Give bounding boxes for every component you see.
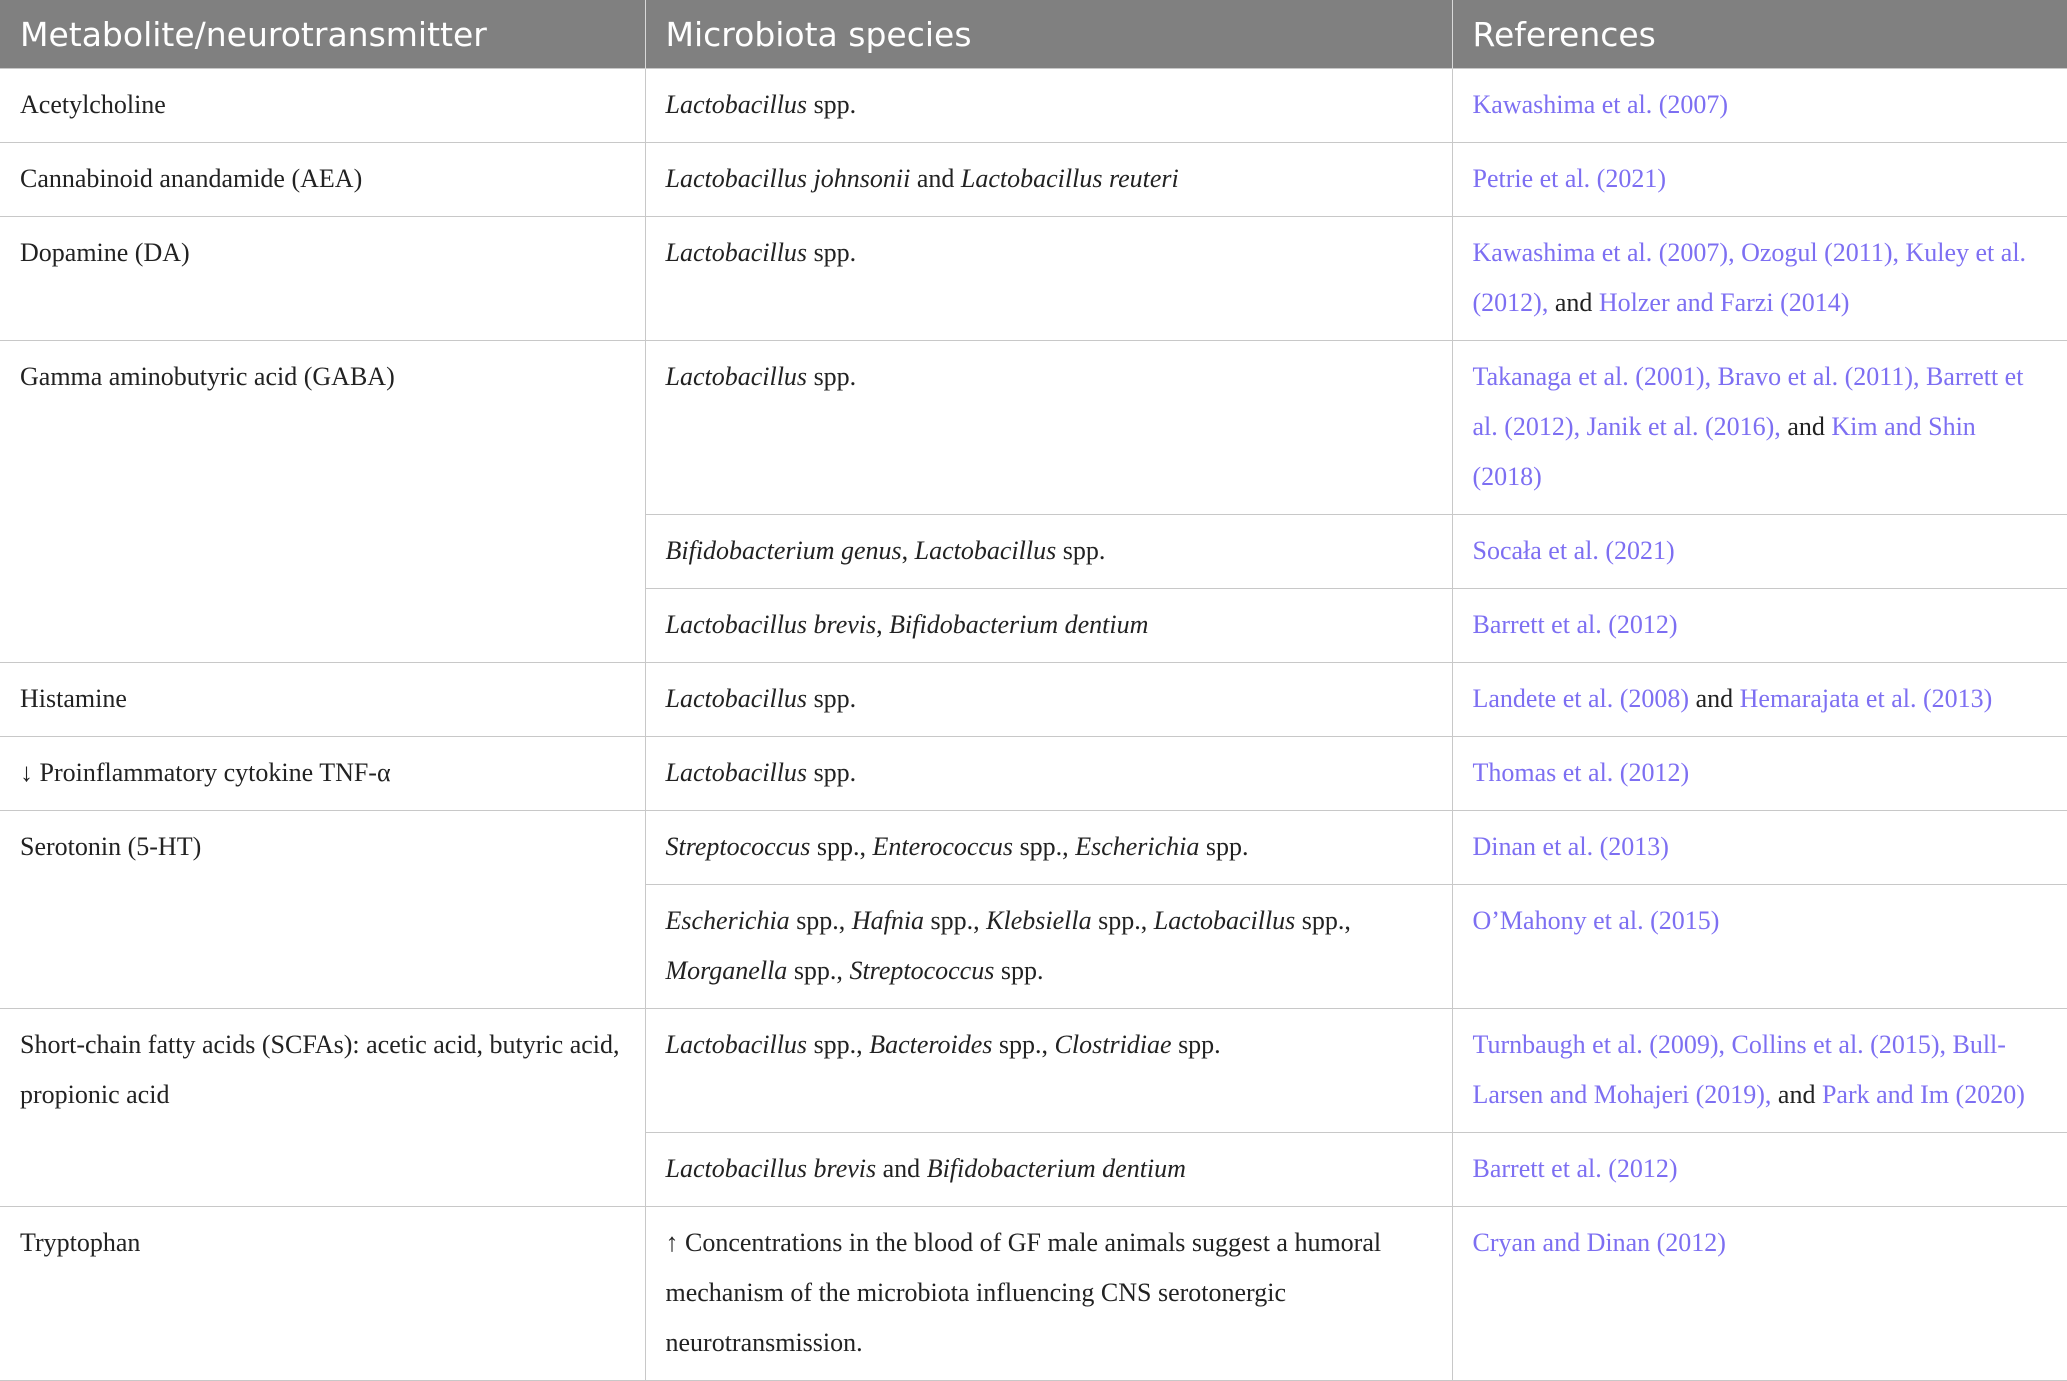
references-cell — [1452, 1133, 2067, 1207]
species-name: Lactobacillus reuteri — [960, 164, 1179, 193]
species-name: Escherichia — [1075, 832, 1200, 861]
species-cell — [645, 589, 1452, 663]
metabolite-cell: Acetylcholine — [0, 69, 645, 143]
cell-text: spp. — [1056, 536, 1106, 565]
cell-text: and — [910, 164, 961, 193]
header-references: References — [1452, 0, 2067, 69]
cell-text: spp. — [807, 684, 857, 713]
reference-link[interactable]: Dinan et al. (2013) — [1472, 832, 1669, 861]
cell-text: spp. — [807, 758, 857, 787]
table-row — [0, 69, 2067, 143]
species-cell — [645, 341, 1452, 515]
reference-link[interactable]: Socała et al. (2021) — [1472, 536, 1675, 565]
species-name: Lactobacillus — [665, 758, 808, 787]
references-cell — [1452, 341, 2067, 515]
reference-link[interactable]: Kim and Shin (2018) — [1472, 412, 1976, 491]
species-cell — [645, 69, 1452, 143]
references-cell — [1452, 663, 2067, 737]
species-cell — [645, 515, 1452, 589]
species-name: Lactobacillus — [665, 362, 808, 391]
species-cell — [645, 811, 1452, 885]
metabolite-cell: Dopamine (DA) — [0, 217, 645, 341]
reference-link[interactable]: Turnbaugh et al. (2009), Collins et al. (2015), Bull-Larsen and Mohajeri (2019), — [1472, 1030, 2006, 1109]
cell-text: spp., — [1091, 906, 1154, 935]
cell-text: spp. — [807, 362, 857, 391]
species-name: Hafnia — [851, 906, 925, 935]
references-cell — [1452, 811, 2067, 885]
cell-text: spp. — [1171, 1030, 1221, 1059]
metabolite-cell: Short-chain fatty acids (SCFAs): acetic acid, butyric acid, propionic acid — [0, 1009, 645, 1207]
reference-link[interactable]: Barrett et al. (2012) — [1472, 1154, 1678, 1183]
species-cell — [645, 1009, 1452, 1133]
reference-link[interactable]: Landete et al. (2008) — [1472, 684, 1690, 713]
cell-text: spp., — [924, 906, 987, 935]
references-cell — [1452, 885, 2067, 1009]
metabolite-cell: Cannabinoid anandamide (AEA) — [0, 143, 645, 217]
species-name: Bifidobacterium genus — [665, 536, 902, 565]
cell-text: spp., — [1013, 832, 1076, 861]
table-row — [0, 737, 2067, 811]
reference-link[interactable]: Barrett et al. (2012) — [1472, 610, 1678, 639]
species-name: Klebsiella — [986, 906, 1092, 935]
metabolite-cell: Histamine — [0, 663, 645, 737]
cell-text: spp. — [1199, 832, 1249, 861]
metabolite-cell: Gamma aminobutyric acid (GABA) — [0, 341, 645, 663]
cell-text: ↑ Concentrations in the blood of GF male animals suggest a humoral mechanism of the microbiota influencing CNS serotonergic neurotransmission. — [665, 1228, 1382, 1357]
cell-text: spp. — [994, 956, 1044, 985]
table-row — [0, 341, 2067, 515]
reference-link[interactable]: Cryan and Dinan (2012) — [1472, 1228, 1726, 1257]
species-cell — [645, 1207, 1452, 1381]
reference-link[interactable]: Takanaga et al. (2001), Bravo et al. (2011), Barrett et al. (2012), Janik et al. (2016), — [1472, 362, 2024, 441]
species-name: Enterococcus — [872, 832, 1014, 861]
metabolite-cell: Serotonin (5-HT) — [0, 811, 645, 1009]
reference-link[interactable]: Petrie et al. (2021) — [1472, 164, 1666, 193]
reference-link[interactable]: Hemarajata et al. (2013) — [1739, 684, 1993, 713]
species-cell — [645, 663, 1452, 737]
cell-text: spp., — [1295, 906, 1351, 935]
reference-link[interactable]: Thomas et al. (2012) — [1472, 758, 1690, 787]
species-name: Lactobacillus brevis — [665, 610, 877, 639]
table-row — [0, 143, 2067, 217]
metabolite-cell: ↓ Proinflammatory cytokine TNF-α — [0, 737, 645, 811]
species-name: Streptococcus — [849, 956, 995, 985]
species-name: Lactobacillus — [665, 684, 808, 713]
references-cell — [1452, 143, 2067, 217]
cell-text: and — [1771, 1080, 1822, 1109]
table-header-row — [0, 0, 2067, 69]
cell-text: and — [1689, 684, 1740, 713]
reference-link[interactable]: Kawashima et al. (2007) — [1472, 90, 1729, 119]
species-name: Lactobacillus — [665, 238, 808, 267]
references-cell — [1452, 217, 2067, 341]
cell-text: , — [876, 610, 890, 639]
table-row — [0, 811, 2067, 885]
species-name: Bacteroides — [869, 1030, 993, 1059]
references-cell — [1452, 69, 2067, 143]
species-name: Lactobacillus brevis — [665, 1154, 877, 1183]
species-cell — [645, 217, 1452, 341]
species-name: Lactobacillus johnsonii — [665, 164, 911, 193]
cell-text: and — [1548, 288, 1599, 317]
species-name: Lactobacillus — [1153, 906, 1296, 935]
species-name: Lactobacillus — [665, 1030, 808, 1059]
species-name: Bifidobacterium dentium — [889, 610, 1149, 639]
species-name: Clostridiae — [1054, 1030, 1172, 1059]
reference-link[interactable]: O’Mahony et al. (2015) — [1472, 906, 1720, 935]
table-row — [0, 217, 2067, 341]
references-cell — [1452, 589, 2067, 663]
references-cell — [1452, 515, 2067, 589]
species-name: Lactobacillus — [665, 90, 808, 119]
species-name: Lactobacillus — [914, 536, 1057, 565]
species-name: Morganella — [665, 956, 788, 985]
species-cell — [645, 885, 1452, 1009]
reference-link[interactable]: Park and Im (2020) — [1821, 1080, 2025, 1109]
cell-text: and — [1780, 412, 1832, 441]
cell-text: and — [876, 1154, 927, 1183]
reference-link[interactable]: Holzer and Farzi (2014) — [1598, 288, 1850, 317]
header-microbiota-species: Microbiota species — [645, 0, 1452, 69]
species-name: Escherichia — [665, 906, 790, 935]
species-cell — [645, 143, 1452, 217]
cell-text: , — [901, 536, 915, 565]
header-metabolite: Metabolite/neurotransmitter — [0, 0, 645, 69]
species-name: Bifidobacterium dentium — [926, 1154, 1186, 1183]
references-cell — [1452, 737, 2067, 811]
table-row — [0, 1207, 2067, 1381]
cell-text: spp. — [807, 90, 857, 119]
cell-text: spp., — [992, 1030, 1055, 1059]
references-cell — [1452, 1009, 2067, 1133]
table-row — [0, 663, 2067, 737]
reference-link[interactable]: Kawashima et al. (2007), Ozogul (2011), Kuley et al. (2012), — [1472, 238, 2027, 317]
cell-text: spp. — [807, 238, 857, 267]
species-cell — [645, 737, 1452, 811]
species-cell — [645, 1133, 1452, 1207]
cell-text: spp., — [807, 1030, 870, 1059]
references-cell — [1452, 1207, 2067, 1381]
species-name: Streptococcus — [665, 832, 811, 861]
table-row — [0, 1009, 2067, 1133]
cell-text: spp., — [810, 832, 873, 861]
metabolite-cell: Tryptophan — [0, 1207, 645, 1381]
cell-text: spp., — [789, 906, 852, 935]
cell-text: spp., — [787, 956, 850, 985]
